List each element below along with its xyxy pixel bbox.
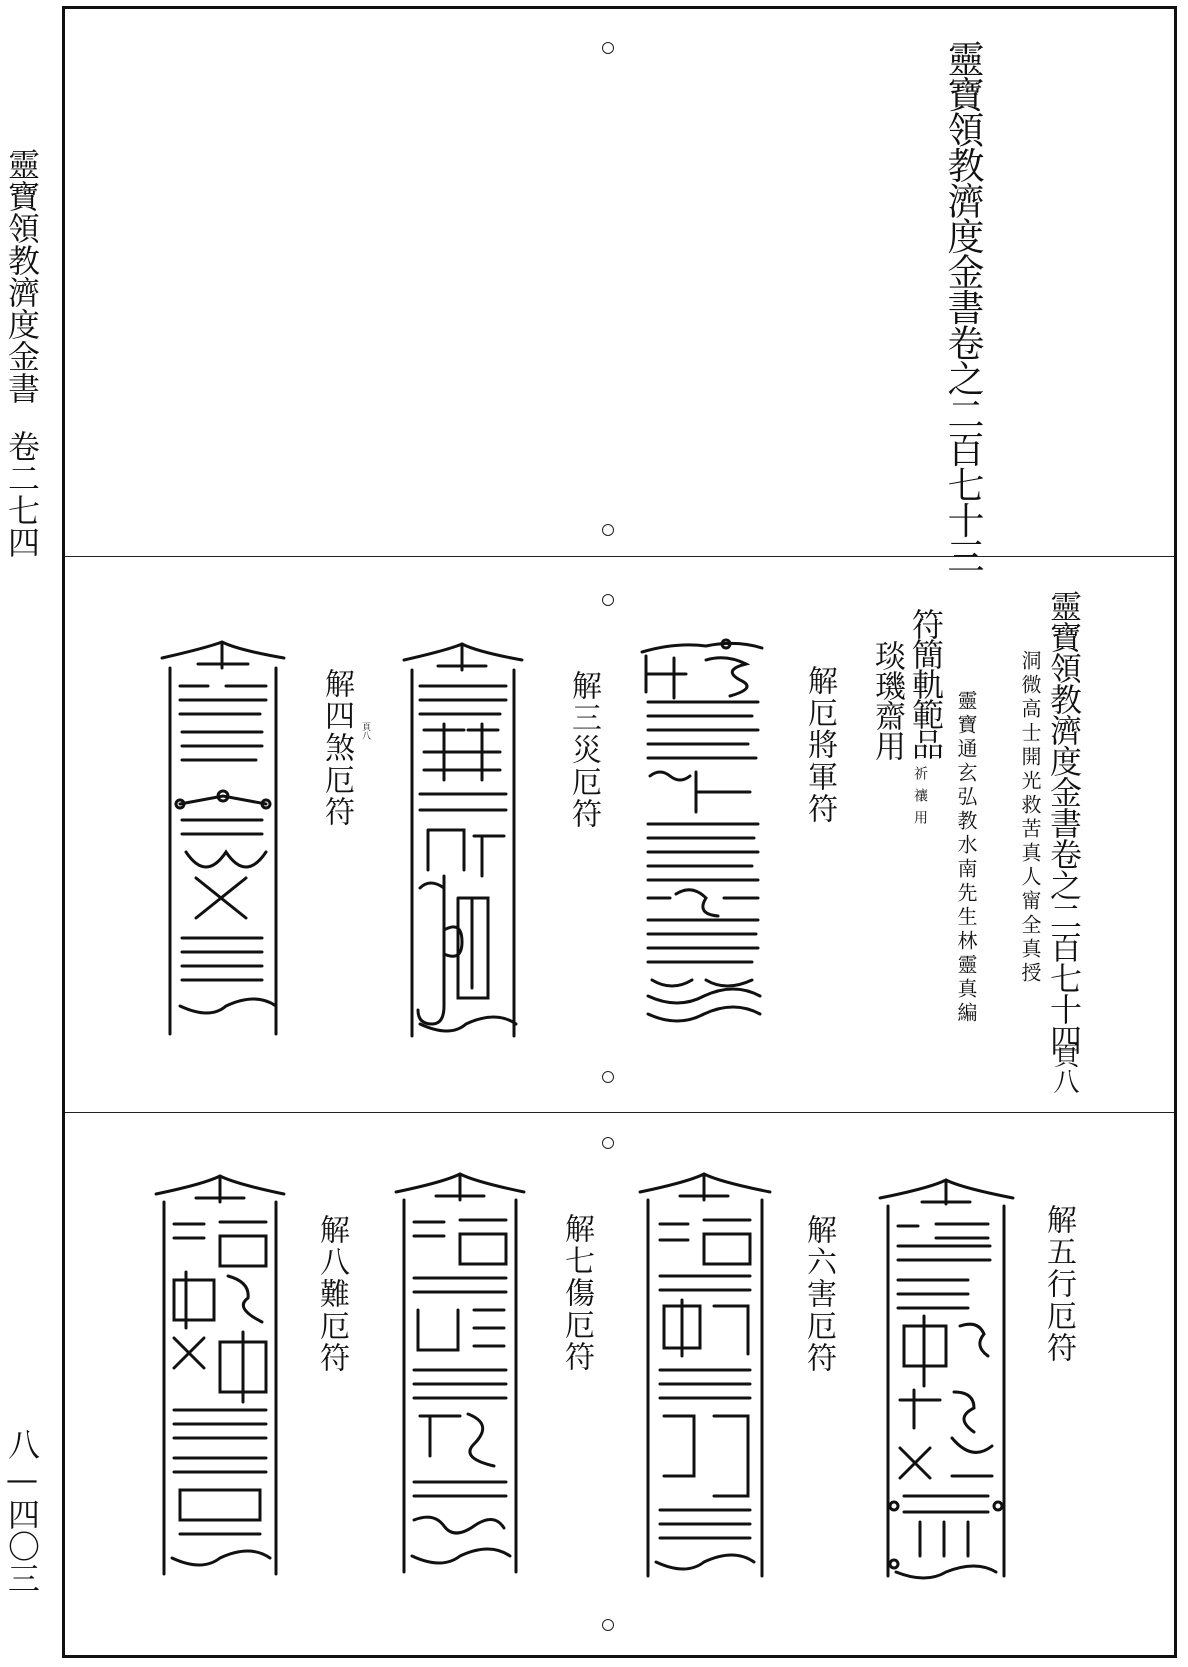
talisman-title: 解六害厄符 bbox=[801, 1214, 836, 1374]
talisman-jie-liu-hai bbox=[634, 1170, 776, 1585]
editor-line: 靈寶通玄弘教水南先生林靈真編 bbox=[954, 690, 978, 1026]
talisman-jie-e-jiangjun bbox=[636, 636, 768, 1036]
binding-hole bbox=[602, 42, 614, 54]
binding-hole bbox=[602, 594, 614, 606]
talisman-note: 頁八 bbox=[360, 722, 370, 740]
talisman-title: 解五行厄符 bbox=[1041, 1204, 1076, 1364]
binding-hole bbox=[602, 1619, 614, 1631]
talisman-title: 解八難厄符 bbox=[314, 1214, 349, 1374]
talisman-title: 解七傷厄符 bbox=[559, 1213, 594, 1373]
section-subtitle: 琰璣齋用 bbox=[869, 640, 905, 760]
talisman-jie-ba-nan bbox=[150, 1172, 290, 1584]
talisman-jie-qi-shang bbox=[390, 1170, 530, 1582]
binding-hole bbox=[602, 524, 614, 536]
section-note: 祈禳用 bbox=[912, 766, 928, 832]
panel-middle-heading-tag: 頁八 bbox=[1049, 1042, 1079, 1094]
margin-book-title: 靈寶領教濟度金書 bbox=[3, 148, 41, 404]
talisman-jie-wu-xing bbox=[874, 1176, 1019, 1586]
binding-hole bbox=[602, 1071, 614, 1083]
margin-page-number: 八—四〇三 bbox=[3, 1428, 41, 1594]
talisman-jie-si-sha bbox=[156, 638, 290, 1043]
section-title: 符簡軌範品 bbox=[907, 608, 945, 758]
binding-hole bbox=[602, 1137, 614, 1149]
panel-middle-heading: 靈寶領教濟度金書卷之二百七十四 bbox=[1045, 590, 1083, 1055]
panel-divider-1 bbox=[65, 556, 1174, 557]
talisman-title: 解厄將軍符 bbox=[802, 665, 837, 825]
talisman-jie-san-zai bbox=[398, 640, 528, 1045]
panel-divider-2 bbox=[65, 1112, 1174, 1113]
compiler-line: 洞微高士開光救苦真人甯全真授 bbox=[1018, 650, 1042, 986]
talisman-title: 解三災厄符 bbox=[566, 670, 601, 830]
panel-top-heading: 靈寶領教濟度金書卷之二百七十三 bbox=[941, 40, 984, 573]
margin-volume: 卷二七四 bbox=[3, 430, 41, 558]
talisman-title: 解四煞厄符 bbox=[319, 668, 354, 828]
